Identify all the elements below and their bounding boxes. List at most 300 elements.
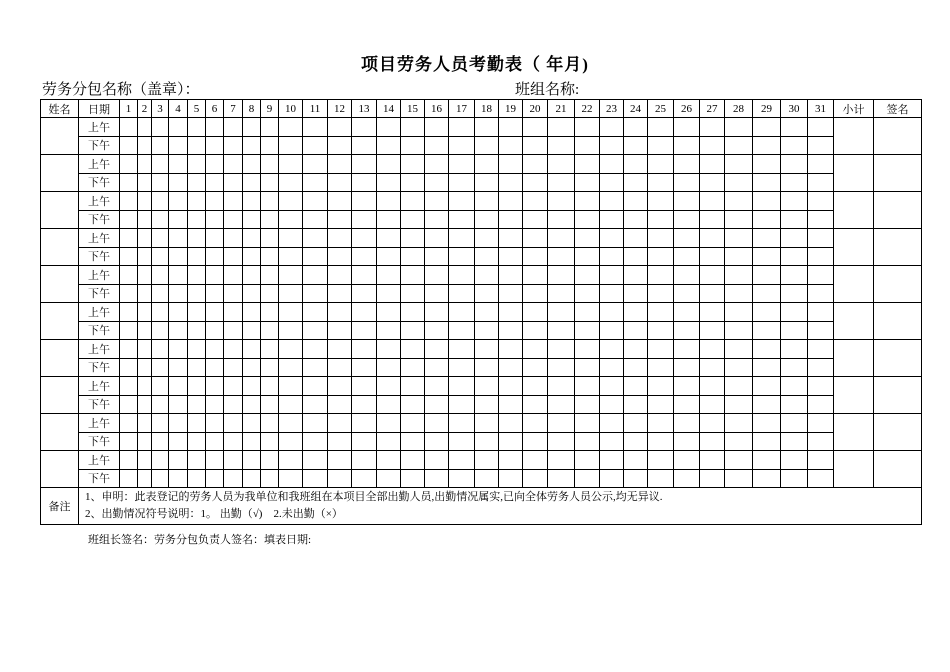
attendance-cell[interactable]	[624, 229, 648, 248]
subtotal-cell[interactable]	[834, 155, 874, 192]
attendance-cell[interactable]	[449, 118, 475, 137]
attendance-cell[interactable]	[188, 136, 206, 155]
attendance-cell[interactable]	[449, 321, 475, 340]
attendance-cell[interactable]	[600, 266, 624, 285]
attendance-cell[interactable]	[328, 432, 352, 451]
attendance-cell[interactable]	[700, 321, 725, 340]
attendance-cell[interactable]	[206, 136, 224, 155]
attendance-cell[interactable]	[425, 136, 449, 155]
attendance-cell[interactable]	[425, 210, 449, 229]
attendance-cell[interactable]	[523, 451, 548, 470]
attendance-cell[interactable]	[499, 118, 523, 137]
attendance-cell[interactable]	[808, 266, 834, 285]
attendance-cell[interactable]	[700, 303, 725, 322]
attendance-cell[interactable]	[224, 395, 243, 414]
attendance-cell[interactable]	[328, 469, 352, 488]
attendance-cell[interactable]	[169, 395, 188, 414]
attendance-cell[interactable]	[303, 432, 328, 451]
attendance-cell[interactable]	[206, 414, 224, 433]
attendance-cell[interactable]	[725, 210, 753, 229]
attendance-cell[interactable]	[781, 395, 808, 414]
attendance-cell[interactable]	[243, 136, 261, 155]
attendance-cell[interactable]	[624, 414, 648, 433]
attendance-cell[interactable]	[377, 451, 401, 470]
attendance-cell[interactable]	[475, 210, 499, 229]
attendance-cell[interactable]	[377, 155, 401, 174]
attendance-cell[interactable]	[648, 303, 674, 322]
attendance-cell[interactable]	[753, 118, 781, 137]
attendance-cell[interactable]	[120, 210, 138, 229]
attendance-cell[interactable]	[753, 358, 781, 377]
attendance-cell[interactable]	[753, 210, 781, 229]
attendance-cell[interactable]	[575, 451, 600, 470]
attendance-cell[interactable]	[725, 303, 753, 322]
attendance-cell[interactable]	[548, 321, 575, 340]
attendance-cell[interactable]	[781, 192, 808, 211]
attendance-cell[interactable]	[575, 358, 600, 377]
attendance-cell[interactable]	[120, 395, 138, 414]
attendance-cell[interactable]	[303, 118, 328, 137]
attendance-cell[interactable]	[753, 192, 781, 211]
attendance-cell[interactable]	[753, 432, 781, 451]
attendance-cell[interactable]	[401, 414, 425, 433]
attendance-cell[interactable]	[808, 358, 834, 377]
attendance-cell[interactable]	[138, 414, 152, 433]
attendance-cell[interactable]	[499, 192, 523, 211]
attendance-cell[interactable]	[624, 284, 648, 303]
attendance-cell[interactable]	[206, 469, 224, 488]
attendance-cell[interactable]	[449, 377, 475, 396]
subtotal-cell[interactable]	[834, 192, 874, 229]
attendance-cell[interactable]	[624, 451, 648, 470]
attendance-cell[interactable]	[753, 247, 781, 266]
attendance-cell[interactable]	[575, 155, 600, 174]
attendance-cell[interactable]	[152, 229, 169, 248]
attendance-cell[interactable]	[548, 414, 575, 433]
attendance-cell[interactable]	[120, 266, 138, 285]
attendance-cell[interactable]	[243, 469, 261, 488]
attendance-cell[interactable]	[475, 266, 499, 285]
attendance-cell[interactable]	[600, 358, 624, 377]
attendance-cell[interactable]	[753, 377, 781, 396]
attendance-cell[interactable]	[328, 414, 352, 433]
attendance-cell[interactable]	[152, 358, 169, 377]
attendance-cell[interactable]	[377, 210, 401, 229]
attendance-cell[interactable]	[674, 395, 700, 414]
attendance-cell[interactable]	[261, 284, 279, 303]
attendance-cell[interactable]	[401, 340, 425, 359]
attendance-cell[interactable]	[753, 173, 781, 192]
attendance-cell[interactable]	[753, 229, 781, 248]
attendance-cell[interactable]	[725, 432, 753, 451]
attendance-cell[interactable]	[261, 266, 279, 285]
attendance-cell[interactable]	[328, 303, 352, 322]
attendance-cell[interactable]	[206, 284, 224, 303]
attendance-cell[interactable]	[188, 284, 206, 303]
attendance-cell[interactable]	[152, 155, 169, 174]
attendance-cell[interactable]	[261, 173, 279, 192]
attendance-cell[interactable]	[808, 284, 834, 303]
attendance-cell[interactable]	[575, 303, 600, 322]
attendance-cell[interactable]	[401, 358, 425, 377]
attendance-cell[interactable]	[808, 247, 834, 266]
attendance-cell[interactable]	[425, 303, 449, 322]
attendance-cell[interactable]	[303, 192, 328, 211]
attendance-cell[interactable]	[624, 395, 648, 414]
attendance-cell[interactable]	[224, 247, 243, 266]
attendance-cell[interactable]	[138, 118, 152, 137]
attendance-cell[interactable]	[425, 284, 449, 303]
attendance-cell[interactable]	[328, 136, 352, 155]
attendance-cell[interactable]	[808, 321, 834, 340]
attendance-cell[interactable]	[499, 284, 523, 303]
attendance-cell[interactable]	[425, 358, 449, 377]
attendance-cell[interactable]	[808, 155, 834, 174]
attendance-cell[interactable]	[243, 229, 261, 248]
signature-cell[interactable]	[874, 266, 922, 303]
attendance-cell[interactable]	[523, 303, 548, 322]
attendance-cell[interactable]	[401, 377, 425, 396]
attendance-cell[interactable]	[138, 321, 152, 340]
attendance-cell[interactable]	[781, 321, 808, 340]
attendance-cell[interactable]	[523, 266, 548, 285]
attendance-cell[interactable]	[475, 136, 499, 155]
attendance-cell[interactable]	[138, 395, 152, 414]
attendance-cell[interactable]	[548, 303, 575, 322]
attendance-cell[interactable]	[808, 377, 834, 396]
attendance-cell[interactable]	[648, 118, 674, 137]
attendance-cell[interactable]	[475, 395, 499, 414]
attendance-cell[interactable]	[377, 247, 401, 266]
attendance-cell[interactable]	[624, 210, 648, 229]
attendance-cell[interactable]	[753, 340, 781, 359]
attendance-cell[interactable]	[449, 136, 475, 155]
attendance-cell[interactable]	[120, 321, 138, 340]
attendance-cell[interactable]	[781, 303, 808, 322]
name-cell[interactable]	[41, 266, 79, 303]
attendance-cell[interactable]	[624, 247, 648, 266]
attendance-cell[interactable]	[475, 303, 499, 322]
attendance-cell[interactable]	[377, 118, 401, 137]
attendance-cell[interactable]	[169, 284, 188, 303]
attendance-cell[interactable]	[523, 377, 548, 396]
attendance-cell[interactable]	[674, 229, 700, 248]
attendance-cell[interactable]	[700, 469, 725, 488]
attendance-cell[interactable]	[725, 173, 753, 192]
attendance-cell[interactable]	[475, 321, 499, 340]
attendance-cell[interactable]	[303, 247, 328, 266]
name-cell[interactable]	[41, 340, 79, 377]
attendance-cell[interactable]	[624, 118, 648, 137]
attendance-cell[interactable]	[449, 192, 475, 211]
attendance-cell[interactable]	[523, 229, 548, 248]
attendance-cell[interactable]	[279, 414, 303, 433]
attendance-cell[interactable]	[377, 303, 401, 322]
attendance-cell[interactable]	[188, 303, 206, 322]
attendance-cell[interactable]	[600, 229, 624, 248]
attendance-cell[interactable]	[674, 247, 700, 266]
attendance-cell[interactable]	[499, 155, 523, 174]
attendance-cell[interactable]	[138, 136, 152, 155]
attendance-cell[interactable]	[425, 192, 449, 211]
attendance-cell[interactable]	[138, 303, 152, 322]
attendance-cell[interactable]	[261, 321, 279, 340]
attendance-cell[interactable]	[328, 284, 352, 303]
attendance-cell[interactable]	[624, 321, 648, 340]
attendance-cell[interactable]	[523, 340, 548, 359]
attendance-cell[interactable]	[575, 414, 600, 433]
attendance-cell[interactable]	[725, 377, 753, 396]
attendance-cell[interactable]	[224, 192, 243, 211]
attendance-cell[interactable]	[548, 155, 575, 174]
attendance-cell[interactable]	[648, 136, 674, 155]
attendance-cell[interactable]	[523, 284, 548, 303]
attendance-cell[interactable]	[120, 358, 138, 377]
attendance-cell[interactable]	[303, 266, 328, 285]
attendance-cell[interactable]	[303, 395, 328, 414]
attendance-cell[interactable]	[188, 340, 206, 359]
attendance-cell[interactable]	[781, 173, 808, 192]
attendance-cell[interactable]	[725, 266, 753, 285]
attendance-cell[interactable]	[120, 173, 138, 192]
attendance-cell[interactable]	[475, 247, 499, 266]
attendance-cell[interactable]	[224, 210, 243, 229]
attendance-cell[interactable]	[475, 451, 499, 470]
attendance-cell[interactable]	[352, 229, 377, 248]
attendance-cell[interactable]	[243, 358, 261, 377]
attendance-cell[interactable]	[475, 118, 499, 137]
attendance-cell[interactable]	[700, 247, 725, 266]
attendance-cell[interactable]	[279, 358, 303, 377]
attendance-cell[interactable]	[449, 469, 475, 488]
attendance-cell[interactable]	[352, 136, 377, 155]
attendance-cell[interactable]	[499, 247, 523, 266]
attendance-cell[interactable]	[648, 155, 674, 174]
attendance-cell[interactable]	[206, 229, 224, 248]
attendance-cell[interactable]	[352, 414, 377, 433]
attendance-cell[interactable]	[224, 155, 243, 174]
attendance-cell[interactable]	[279, 303, 303, 322]
attendance-cell[interactable]	[377, 377, 401, 396]
attendance-cell[interactable]	[138, 210, 152, 229]
attendance-cell[interactable]	[475, 229, 499, 248]
attendance-cell[interactable]	[261, 377, 279, 396]
attendance-cell[interactable]	[152, 377, 169, 396]
attendance-cell[interactable]	[243, 192, 261, 211]
attendance-cell[interactable]	[753, 266, 781, 285]
attendance-cell[interactable]	[261, 414, 279, 433]
attendance-cell[interactable]	[523, 192, 548, 211]
attendance-cell[interactable]	[169, 155, 188, 174]
attendance-cell[interactable]	[674, 136, 700, 155]
attendance-cell[interactable]	[575, 266, 600, 285]
attendance-cell[interactable]	[303, 377, 328, 396]
name-cell[interactable]	[41, 451, 79, 488]
attendance-cell[interactable]	[575, 118, 600, 137]
signature-cell[interactable]	[874, 340, 922, 377]
attendance-cell[interactable]	[169, 247, 188, 266]
attendance-cell[interactable]	[753, 136, 781, 155]
attendance-cell[interactable]	[648, 173, 674, 192]
attendance-cell[interactable]	[808, 451, 834, 470]
attendance-cell[interactable]	[224, 340, 243, 359]
signature-cell[interactable]	[874, 118, 922, 155]
attendance-cell[interactable]	[548, 451, 575, 470]
attendance-cell[interactable]	[328, 155, 352, 174]
attendance-cell[interactable]	[808, 229, 834, 248]
attendance-cell[interactable]	[169, 136, 188, 155]
attendance-cell[interactable]	[648, 192, 674, 211]
attendance-cell[interactable]	[401, 284, 425, 303]
attendance-cell[interactable]	[377, 266, 401, 285]
attendance-cell[interactable]	[449, 340, 475, 359]
attendance-cell[interactable]	[279, 266, 303, 285]
attendance-cell[interactable]	[206, 303, 224, 322]
attendance-cell[interactable]	[224, 118, 243, 137]
attendance-cell[interactable]	[648, 469, 674, 488]
attendance-cell[interactable]	[401, 247, 425, 266]
attendance-cell[interactable]	[575, 432, 600, 451]
attendance-cell[interactable]	[548, 358, 575, 377]
attendance-cell[interactable]	[425, 229, 449, 248]
attendance-cell[interactable]	[328, 266, 352, 285]
attendance-cell[interactable]	[475, 432, 499, 451]
attendance-cell[interactable]	[548, 118, 575, 137]
attendance-cell[interactable]	[224, 173, 243, 192]
signature-cell[interactable]	[874, 229, 922, 266]
attendance-cell[interactable]	[152, 414, 169, 433]
attendance-cell[interactable]	[401, 321, 425, 340]
attendance-cell[interactable]	[279, 136, 303, 155]
attendance-cell[interactable]	[523, 247, 548, 266]
attendance-cell[interactable]	[624, 303, 648, 322]
attendance-cell[interactable]	[152, 118, 169, 137]
attendance-cell[interactable]	[674, 340, 700, 359]
attendance-cell[interactable]	[188, 321, 206, 340]
attendance-cell[interactable]	[206, 377, 224, 396]
attendance-cell[interactable]	[120, 118, 138, 137]
attendance-cell[interactable]	[352, 247, 377, 266]
subtotal-cell[interactable]	[834, 118, 874, 155]
attendance-cell[interactable]	[648, 377, 674, 396]
attendance-cell[interactable]	[303, 303, 328, 322]
attendance-cell[interactable]	[700, 173, 725, 192]
attendance-cell[interactable]	[700, 358, 725, 377]
attendance-cell[interactable]	[206, 210, 224, 229]
attendance-cell[interactable]	[499, 136, 523, 155]
attendance-cell[interactable]	[499, 173, 523, 192]
signature-cell[interactable]	[874, 192, 922, 229]
attendance-cell[interactable]	[279, 284, 303, 303]
attendance-cell[interactable]	[243, 155, 261, 174]
attendance-cell[interactable]	[753, 395, 781, 414]
attendance-cell[interactable]	[152, 432, 169, 451]
attendance-cell[interactable]	[499, 321, 523, 340]
attendance-cell[interactable]	[377, 340, 401, 359]
attendance-cell[interactable]	[700, 136, 725, 155]
attendance-cell[interactable]	[725, 247, 753, 266]
attendance-cell[interactable]	[120, 469, 138, 488]
attendance-cell[interactable]	[328, 451, 352, 470]
attendance-cell[interactable]	[624, 173, 648, 192]
attendance-cell[interactable]	[328, 173, 352, 192]
attendance-cell[interactable]	[600, 377, 624, 396]
attendance-cell[interactable]	[575, 229, 600, 248]
attendance-cell[interactable]	[352, 303, 377, 322]
attendance-cell[interactable]	[261, 469, 279, 488]
name-cell[interactable]	[41, 229, 79, 266]
attendance-cell[interactable]	[188, 155, 206, 174]
attendance-cell[interactable]	[674, 451, 700, 470]
attendance-cell[interactable]	[224, 266, 243, 285]
attendance-cell[interactable]	[575, 136, 600, 155]
attendance-cell[interactable]	[425, 247, 449, 266]
attendance-cell[interactable]	[243, 414, 261, 433]
attendance-cell[interactable]	[243, 432, 261, 451]
attendance-cell[interactable]	[475, 284, 499, 303]
attendance-cell[interactable]	[624, 192, 648, 211]
attendance-cell[interactable]	[548, 173, 575, 192]
attendance-cell[interactable]	[261, 192, 279, 211]
attendance-cell[interactable]	[352, 118, 377, 137]
attendance-cell[interactable]	[575, 469, 600, 488]
attendance-cell[interactable]	[303, 469, 328, 488]
attendance-cell[interactable]	[224, 303, 243, 322]
attendance-cell[interactable]	[700, 229, 725, 248]
attendance-cell[interactable]	[475, 155, 499, 174]
attendance-cell[interactable]	[624, 266, 648, 285]
subtotal-cell[interactable]	[834, 377, 874, 414]
attendance-cell[interactable]	[548, 266, 575, 285]
attendance-cell[interactable]	[808, 432, 834, 451]
attendance-cell[interactable]	[152, 266, 169, 285]
attendance-cell[interactable]	[499, 210, 523, 229]
name-cell[interactable]	[41, 155, 79, 192]
attendance-cell[interactable]	[206, 358, 224, 377]
attendance-cell[interactable]	[700, 451, 725, 470]
attendance-cell[interactable]	[548, 395, 575, 414]
attendance-cell[interactable]	[206, 155, 224, 174]
attendance-cell[interactable]	[700, 432, 725, 451]
attendance-cell[interactable]	[188, 432, 206, 451]
attendance-cell[interactable]	[499, 377, 523, 396]
attendance-cell[interactable]	[425, 377, 449, 396]
subtotal-cell[interactable]	[834, 303, 874, 340]
attendance-cell[interactable]	[700, 192, 725, 211]
attendance-cell[interactable]	[548, 247, 575, 266]
name-cell[interactable]	[41, 192, 79, 229]
attendance-cell[interactable]	[449, 303, 475, 322]
attendance-cell[interactable]	[303, 155, 328, 174]
attendance-cell[interactable]	[169, 118, 188, 137]
attendance-cell[interactable]	[138, 284, 152, 303]
attendance-cell[interactable]	[261, 118, 279, 137]
attendance-cell[interactable]	[401, 432, 425, 451]
signature-cell[interactable]	[874, 377, 922, 414]
attendance-cell[interactable]	[206, 432, 224, 451]
attendance-cell[interactable]	[401, 229, 425, 248]
attendance-cell[interactable]	[120, 284, 138, 303]
attendance-cell[interactable]	[188, 210, 206, 229]
attendance-cell[interactable]	[328, 247, 352, 266]
attendance-cell[interactable]	[449, 395, 475, 414]
attendance-cell[interactable]	[138, 247, 152, 266]
attendance-cell[interactable]	[279, 118, 303, 137]
attendance-cell[interactable]	[648, 340, 674, 359]
attendance-cell[interactable]	[377, 173, 401, 192]
attendance-cell[interactable]	[475, 173, 499, 192]
attendance-cell[interactable]	[781, 451, 808, 470]
